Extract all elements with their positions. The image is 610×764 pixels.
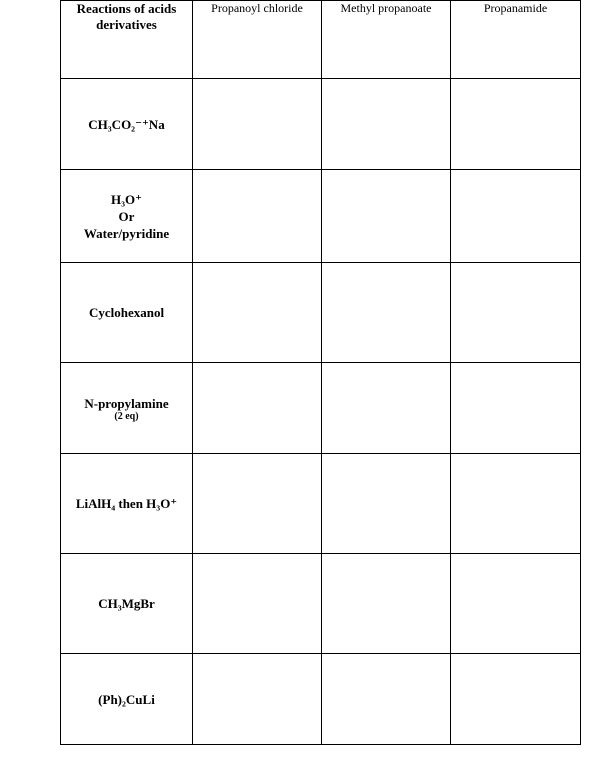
table-row: [61, 170, 581, 263]
table-row: [61, 79, 581, 170]
worksheet: [60, 0, 580, 745]
reagent-cyclohexanol: Cyclohexanol: [61, 263, 193, 363]
answer-cell[interactable]: [451, 654, 581, 745]
answer-cell[interactable]: [322, 554, 451, 654]
reagent-cuprate: (Ph)₂CuLi: [61, 654, 193, 745]
reagent-line: Or: [118, 208, 135, 224]
answer-cell[interactable]: [322, 363, 451, 454]
answer-cell[interactable]: [193, 454, 322, 554]
table-row: [61, 554, 581, 654]
answer-cell[interactable]: [451, 554, 581, 654]
answer-cell[interactable]: [451, 263, 581, 363]
answer-cell[interactable]: [451, 170, 581, 263]
answer-cell[interactable]: [322, 170, 451, 263]
reagent-n-propylamine: [61, 363, 193, 454]
reagent-line: N-propylamine: [84, 396, 169, 411]
answer-cell[interactable]: [322, 263, 451, 363]
answer-cell[interactable]: [193, 654, 322, 745]
answer-cell[interactable]: [451, 79, 581, 170]
answer-cell[interactable]: [322, 654, 451, 745]
table-row: [61, 363, 581, 454]
header-reactions: Reactions of acids derivatives: [61, 1, 193, 79]
answer-cell[interactable]: [322, 79, 451, 170]
header-methyl-propanoate: Methyl propanoate: [322, 1, 451, 79]
table-row: [61, 263, 581, 363]
reagent-grignard: CH₃MgBr: [61, 554, 193, 654]
header-row: [61, 1, 581, 79]
answer-cell[interactable]: [193, 363, 322, 454]
reactions-table: [60, 0, 581, 745]
answer-cell[interactable]: [322, 454, 451, 554]
reagent-sodium-acetate: CH₃CO₂⁻⁺Na: [61, 79, 193, 170]
answer-cell[interactable]: [451, 454, 581, 554]
reagent-hydrolysis: [61, 170, 193, 263]
table-row: [61, 454, 581, 554]
table-row: [61, 654, 581, 745]
answer-cell[interactable]: [193, 263, 322, 363]
reagent-lialh4: LiAlH₄ then H₃O⁺: [61, 454, 193, 554]
reagent-equivalents: (2 eq): [114, 411, 139, 422]
answer-cell[interactable]: [193, 554, 322, 654]
header-propanoyl-chloride: Propanoyl chloride: [193, 1, 322, 79]
header-propanamide: Propanamide: [451, 1, 581, 79]
reagent-line: Water/pyridine: [83, 225, 170, 241]
reagent-line: H₃O⁺: [111, 191, 142, 207]
answer-cell[interactable]: [193, 79, 322, 170]
answer-cell[interactable]: [451, 363, 581, 454]
answer-cell[interactable]: [193, 170, 322, 263]
